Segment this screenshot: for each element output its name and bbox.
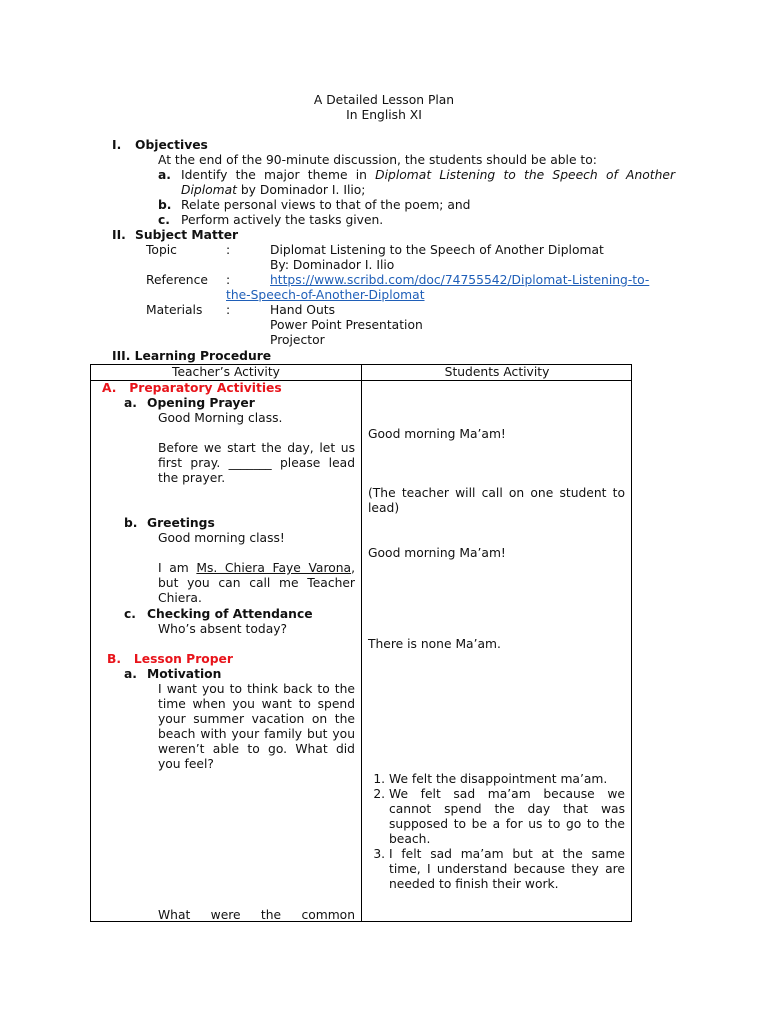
reference-label: Reference [146,273,208,287]
materials-label: Materials [146,303,203,317]
section-a-heading: A. Preparatory Activities [102,381,282,395]
list-item: 1. We felt the disappointment ma’am. [389,772,625,787]
motivation-letter: a. [124,667,137,681]
topic-colon: : [226,243,231,257]
greetings-intro: I am Ms. Chiera Faye Varona, but you can call me Teacher Chiera. [158,561,355,605]
motivation-question: I want you to think back to the time when you want to spend your summer vacation on the beach with your family but you weren’t able to go. What did you feel? [158,682,355,771]
objective-a-text: Identify the major theme in Diplomat Listening to the Speech of Another Diplomat by Dominador I. Ilio; [181,168,675,197]
greetings-line: Good morning class! [158,531,285,545]
teacher-column-header: Teacher’s Activity [172,365,280,379]
list-item: 3. I felt sad ma’am but at the same time, I understand because they are needed to finish their work. [389,847,625,892]
motivation-heading: Motivation [147,667,222,681]
subject-heading: Subject Matter [135,228,239,242]
objective-c-letter: c. [158,213,170,227]
column-divider [361,365,362,921]
reference-link-line2[interactable]: the-Speech-of-Another-Diplomat [226,288,425,302]
objectives-heading: Objectives [135,138,208,152]
opening-prayer-heading: Opening Prayer [147,396,255,410]
reference-colon: : [226,273,231,287]
objective-c-text: Perform actively the tasks given. [181,213,384,227]
section-b-heading: B. Lesson Proper [107,652,233,666]
opening-prayer-letter: a. [124,396,137,410]
student-response: Good morning Ma’am! [368,427,506,441]
student-answer-list [371,772,625,892]
document-subtitle: In English XI [346,108,422,122]
topic-label: Topic [146,243,177,257]
teacher-name: Ms. Chiera Faye Varona [196,561,352,575]
attendance-letter: c. [124,607,136,621]
student-response: There is none Ma’am. [368,637,501,651]
objective-a-letter: a. [158,168,171,182]
students-column-header: Students Activity [444,365,550,379]
greetings-letter: b. [124,516,138,530]
student-response: Good morning Ma’am! [368,546,506,560]
procedure-heading: III. Learning Procedure [112,349,272,363]
motivation-followup: What were the common [158,908,355,922]
attendance-question: Who’s absent today? [158,622,288,636]
procedure-table [90,364,632,922]
materials-colon: : [226,303,231,317]
student-note: (The teacher will call on one student to lead) [368,486,625,515]
objectives-numeral: I. [112,138,122,152]
attendance-heading: Checking of Attendance [147,607,313,621]
list-item: 2. We felt sad ma’am because we cannot spend the day that was supposed to be a for us to go to the beach. [389,787,625,847]
objective-b-text: Relate personal views to that of the poem; and [181,198,471,212]
greetings-heading: Greetings [147,516,215,530]
material-item: Hand Outs [270,303,335,317]
reference-link-line1[interactable]: https://www.scribd.com/doc/74755542/Diplomat-Listening-to- [270,273,650,287]
topic-author: By: Dominador I. Ilio [270,258,395,272]
document-title: A Detailed Lesson Plan [313,93,455,107]
objectives-intro: At the end of the 90-minute discussion, the students should be able to: [158,153,597,167]
subject-numeral: II. [112,228,126,242]
material-item: Projector [270,333,325,347]
opening-prayer-greeting: Good Morning class. [158,411,283,425]
opening-prayer-instruction: Before we start the day, let us first pray. _______ please lead the prayer. [158,441,355,485]
objective-b-letter: b. [158,198,172,212]
topic-value: Diplomat Listening to the Speech of Another Diplomat [270,243,604,257]
material-item: Power Point Presentation [270,318,423,332]
